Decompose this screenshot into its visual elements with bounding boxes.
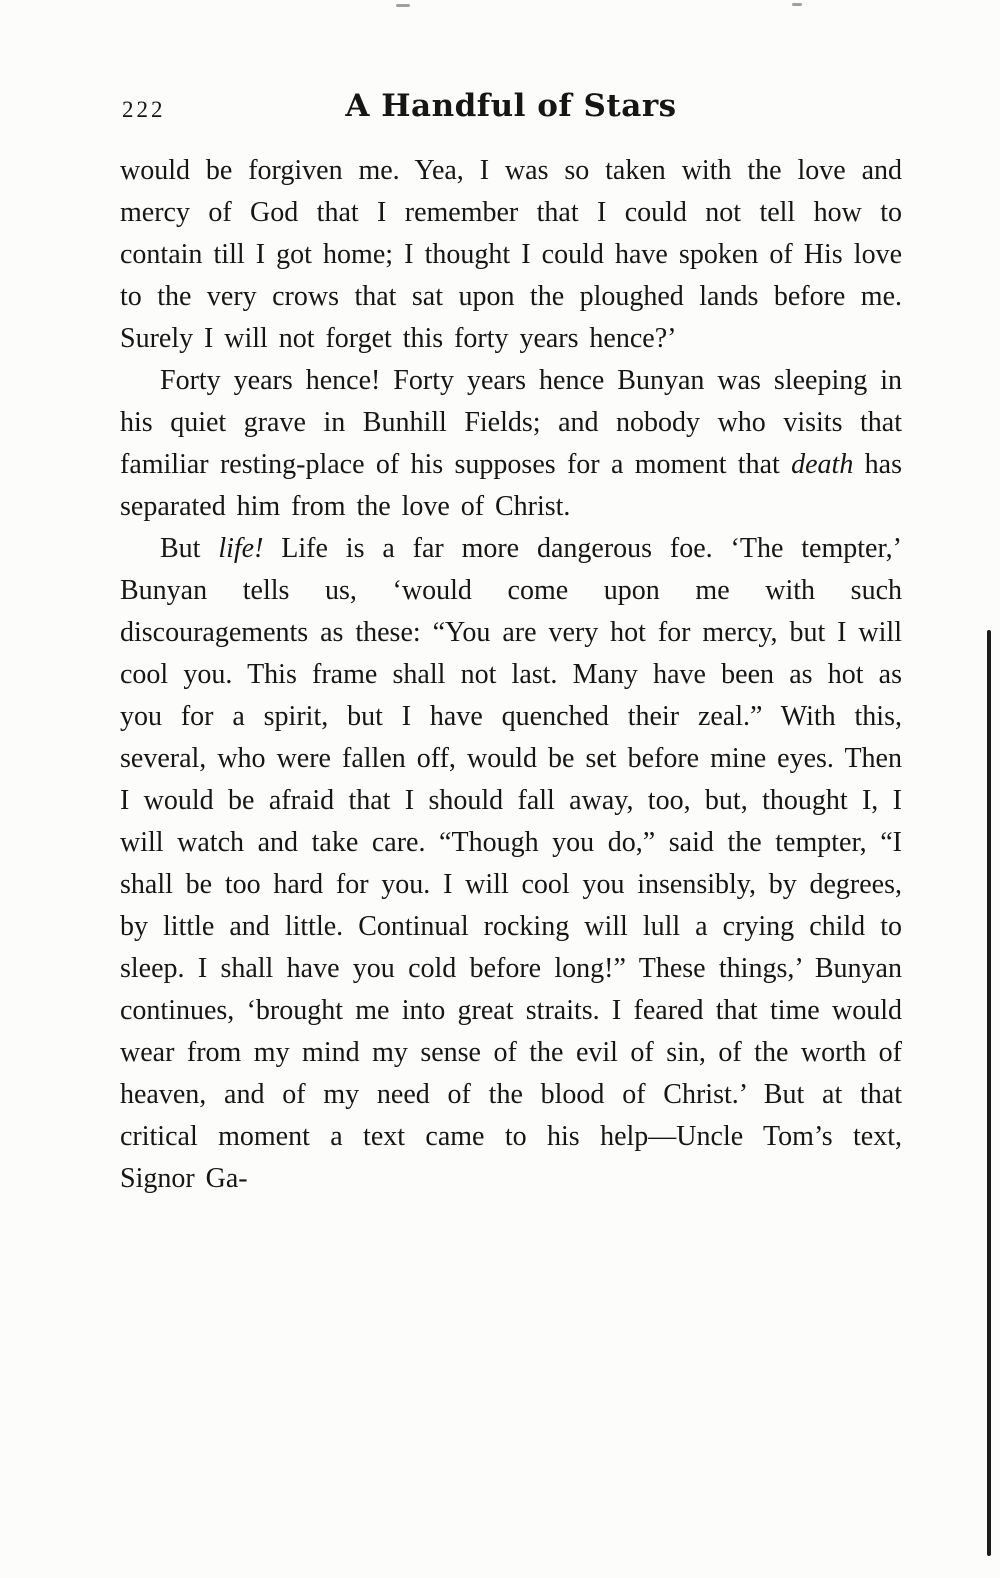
page-body: [120, 150, 902, 1200]
italic-text: death: [791, 449, 854, 480]
page-number: 222: [122, 97, 166, 122]
body-text-segment: has separated him from the love of Christ.: [120, 449, 902, 522]
scan-artifact-line: [987, 630, 991, 1556]
scan-speck: [396, 4, 410, 7]
paragraph: [120, 360, 902, 528]
body-text-segment: But: [160, 533, 219, 564]
page-title: A Handful of Stars: [345, 88, 677, 124]
scan-speck: [792, 3, 802, 6]
body-text-segment: would be forgiven me. Yea, I was so taken with the love and mercy of God that I remember that I could not tell how to contain till I got home; I thought I could have spoken of His love to the very crows that sat upon the ploughed lands before me. Surely I will not forget this forty years hence?’: [120, 155, 902, 354]
paragraph: [120, 528, 902, 1200]
italic-text: life!: [218, 533, 264, 564]
body-text-segment: Life is a far more dangerous foe. ‘The tempter,’ Bunyan tells us, ‘would come upon me with such discouragements as these: “You are very hot for mercy, but I will cool you. This frame shall not last. Many have been as hot as you for a spirit, but I have quenched their zeal.” With this, several, who were fallen off, would be set before mine eyes. Then I would be afraid that I should fall away, too, but, thought I, I will watch and take care. “Though you do,” said the tempter, “I shall be too hard for you. I will cool you insensibly, by degrees, by little and little. Continual rocking will lull a crying child to sleep. I shall have you cold before long!” These things,’ Bunyan continues, ‘brought me into great straits. I feared that time would wear from my mind my sense of the evil of sin, of the worth of heaven, and of my need of the blood of Christ.’ But at that critical moment a text came to his help—Uncle Tom’s text, Signor Ga-: [120, 533, 902, 1194]
paragraph: [120, 150, 902, 360]
page-header: [120, 88, 902, 134]
body-text-segment: Forty years hence! Forty years hence Bunyan was sleeping in his quiet grave in Bunhill Fields; and nobody who visits that familiar resting-place of his supposes for a moment that: [120, 365, 902, 480]
